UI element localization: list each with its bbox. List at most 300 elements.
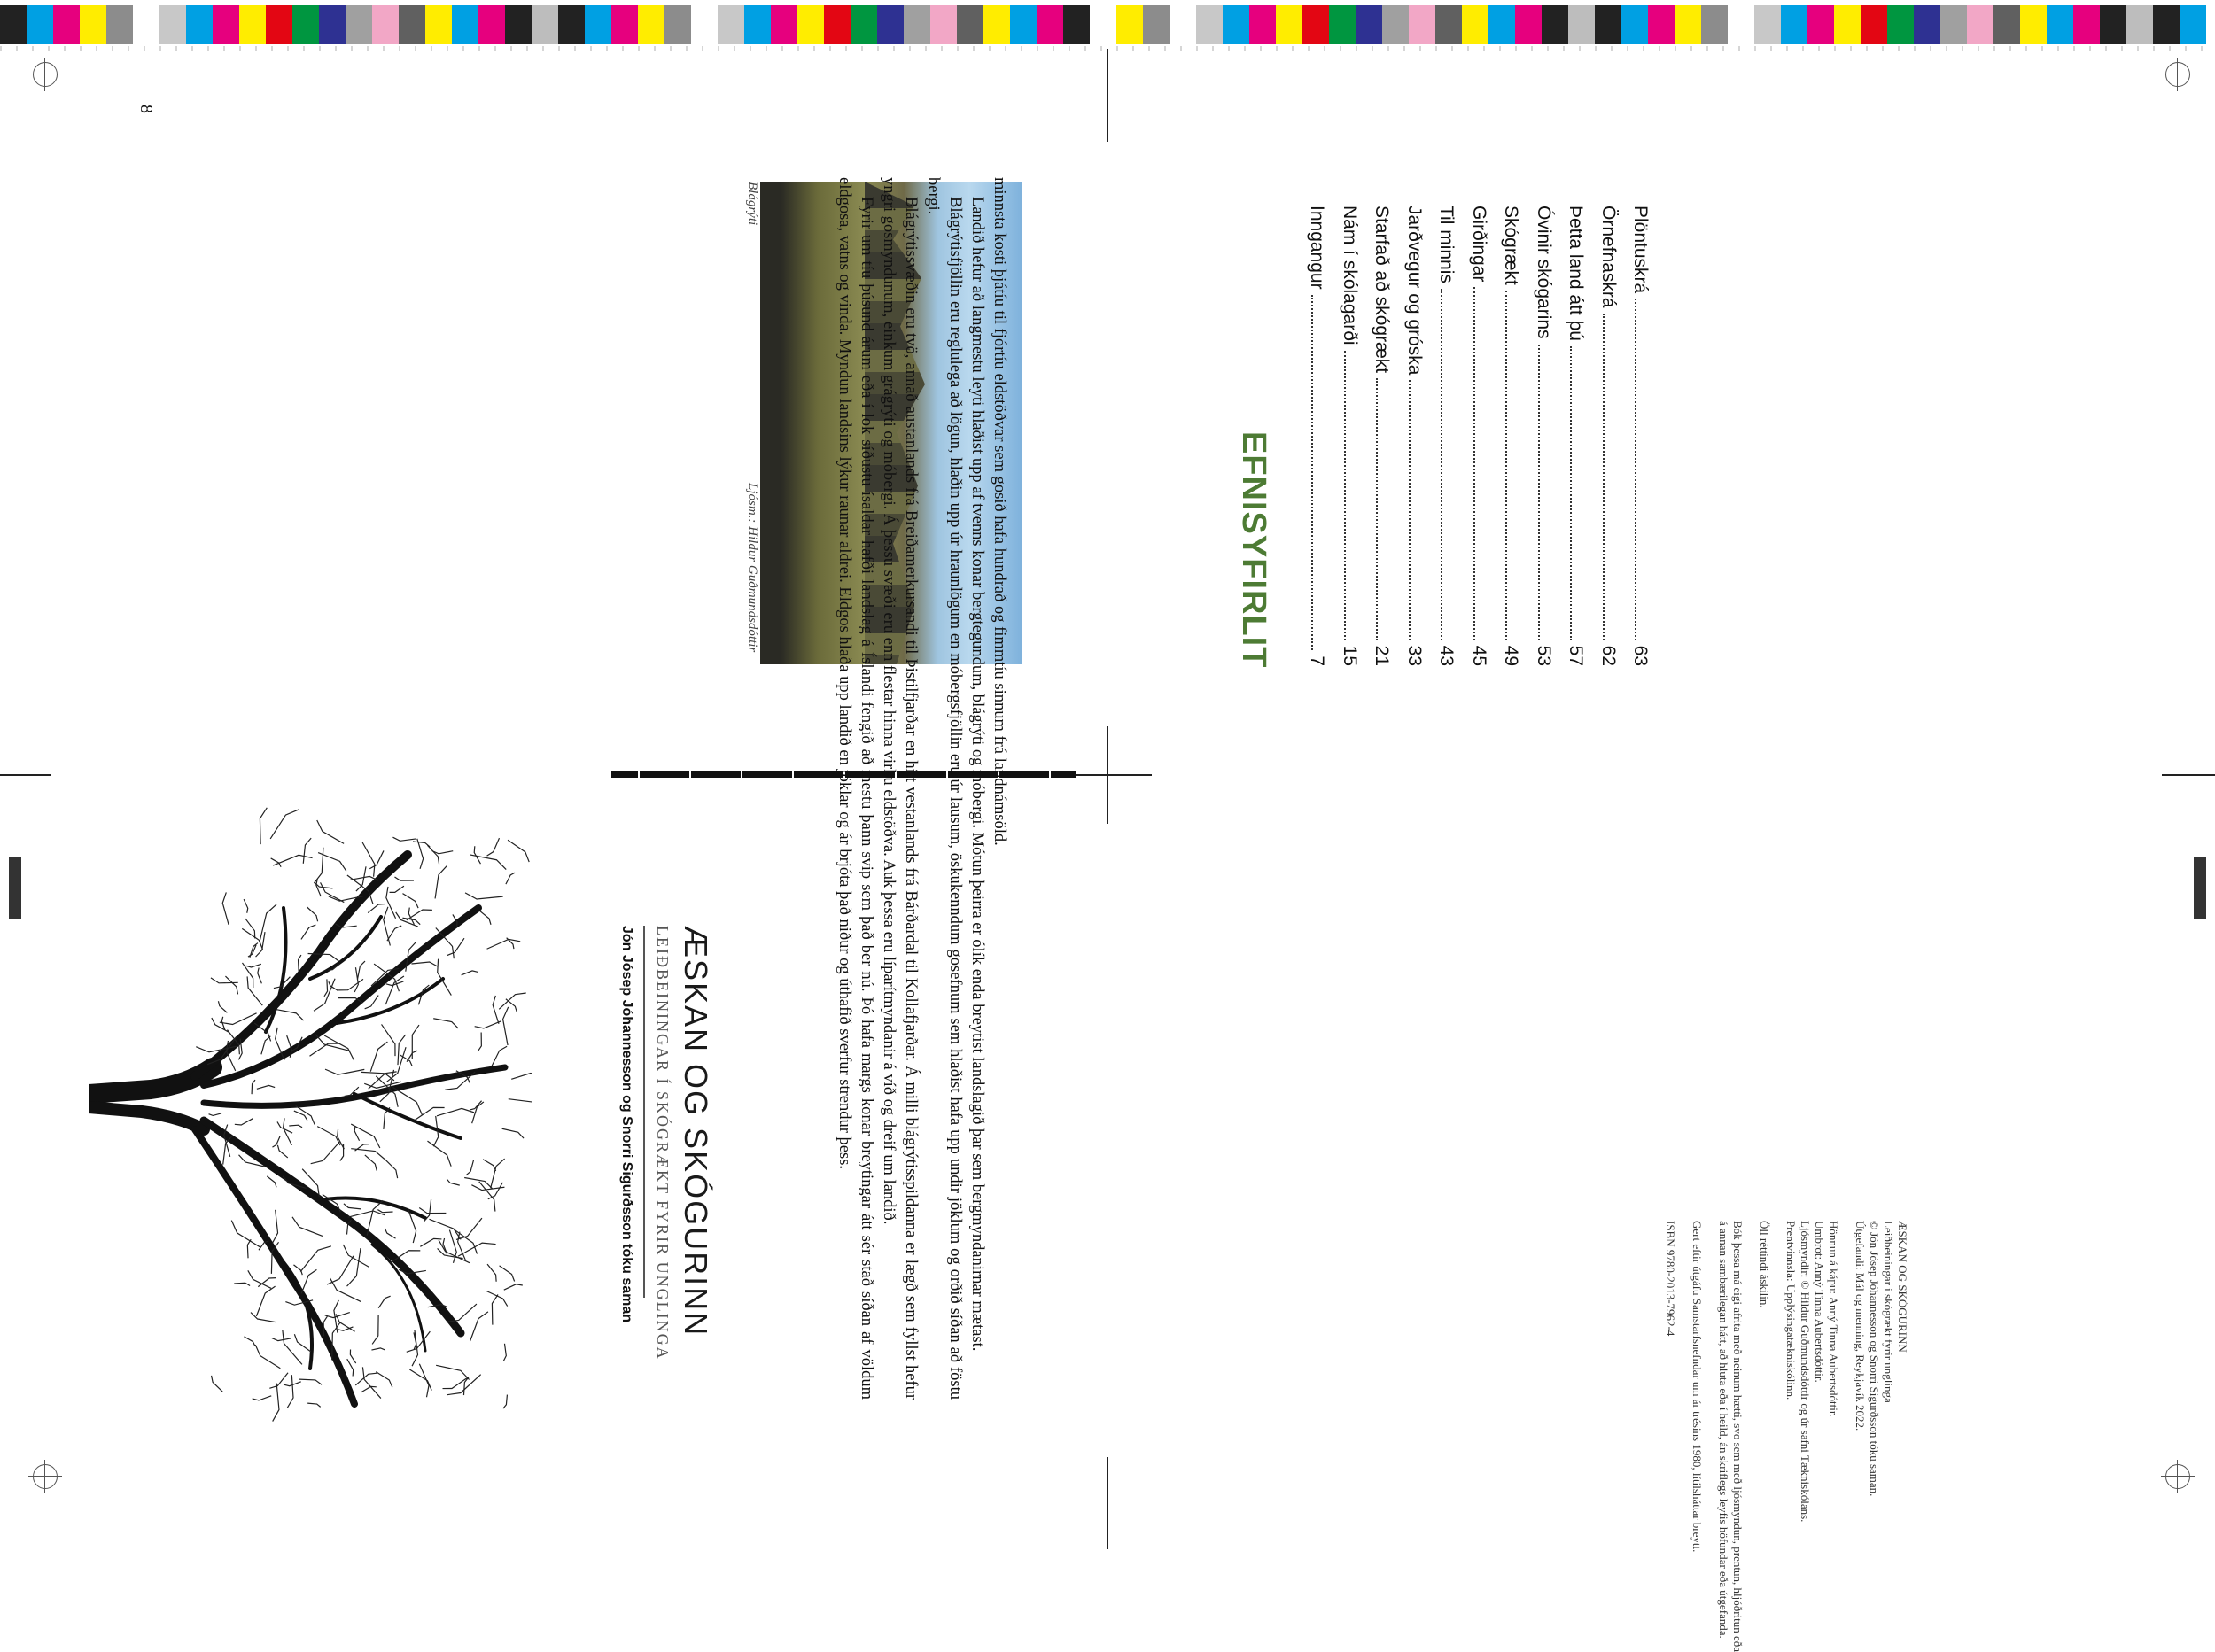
toc-item-page: 21 [1372, 645, 1392, 666]
fold-line-top [1107, 49, 1108, 142]
tree-twig [260, 904, 276, 940]
tree-twig [419, 1208, 446, 1214]
imprint-line: ÆSKAN OG SKÓGURINN [1896, 1221, 1909, 1353]
tree-twig [503, 1344, 506, 1361]
tree-twig [392, 837, 416, 841]
tree-twig [443, 1377, 468, 1388]
tree-twig [321, 882, 345, 902]
imprint-line: Ljósmyndir: © Hildur Guðmundsdóttir og úr safni Tækniskólans. [1799, 1221, 1812, 1523]
color-swatch [319, 5, 346, 44]
toc-item-label: Skógrækt [1501, 206, 1521, 285]
tree-twig [272, 1136, 280, 1147]
toc-item-label: Girðingar [1468, 206, 1489, 283]
imprint-gap [1745, 1221, 1757, 1652]
tree-twig [362, 842, 375, 877]
color-swatch [1382, 5, 1409, 44]
color-swatch [266, 5, 292, 44]
color-swatch [1302, 5, 1329, 44]
imprint-gap [1651, 1221, 1663, 1652]
tree-twig [503, 1395, 508, 1409]
color-swatch [292, 5, 319, 44]
tree-twig [251, 1313, 276, 1322]
toc-item-label: Jarðvegur og gróska [1403, 206, 1425, 376]
color-swatch [1037, 5, 1063, 44]
color-swatch [1116, 5, 1143, 44]
toc-leader-dots [1311, 295, 1327, 651]
tree-twig [256, 1286, 275, 1316]
tree-twig [245, 919, 255, 938]
color-swatch [80, 5, 106, 44]
color-swatch [797, 5, 824, 44]
body-paragraph: minnsta kosti þjátíu til fjórtíu eldstöðvar sem gosið hafa hundrað og fimmtíu sinnum frá landnámsöld. [991, 177, 1008, 846]
color-swatch [2180, 5, 2206, 44]
color-swatch [1967, 5, 1994, 44]
toc-leader-dots [1505, 291, 1521, 640]
tree-twig [301, 925, 315, 939]
tree-twig [413, 842, 430, 847]
tree-twig [488, 1183, 503, 1199]
tree-twig [242, 928, 262, 950]
color-swatch [1223, 5, 1249, 44]
toc-item-page: 43 [1436, 645, 1457, 666]
color-swatch [983, 5, 1010, 44]
tree-twig [385, 1229, 395, 1238]
color-swatch [186, 5, 213, 44]
tree-twig [316, 879, 321, 896]
tree-twig [357, 961, 365, 980]
color-swatch [2020, 5, 2047, 44]
toc-item-page: 15 [1339, 645, 1360, 666]
tree-twig [235, 1119, 253, 1125]
body-paragraph: Blágrýtissvæðin eru tvö, annað austanlands frá Breiðamerkursandi til Þistilfjarðar en hitt vestanlands frá Bárðardal til Kollafjarðar. Á milli blágrýtisspildanna er lægð sem fyllst hefur yngri gosmyndunum, einkum grágrýti og móbergi. Á þessu svæði eru enn flestar hinna virku eldstöðva. Auk þessa eru líparítmyndanir á víð og dreif um landið. [880, 177, 920, 1400]
color-swatch [1621, 5, 1648, 44]
tree-twig [367, 1200, 383, 1235]
color-swatch [213, 5, 239, 44]
color-swatch [133, 5, 159, 44]
registration-mark-bottom-left [33, 1464, 58, 1489]
imprint-gap [1840, 1221, 1853, 1652]
imprint-line: © Jón Jósep Jóhannesson og Snorri Sigurðsson tóku saman. [1868, 1221, 1881, 1497]
tree-twig [258, 1278, 276, 1287]
toc-leader-dots [1344, 351, 1360, 640]
tree-twig [247, 1239, 251, 1258]
registration-mark-bottom-right [2165, 1464, 2190, 1489]
color-swatch [1887, 5, 1914, 44]
toc-item[interactable] [1371, 206, 1392, 666]
color-swatch [1542, 5, 1568, 44]
tree-twig [386, 887, 396, 919]
tree-twig [258, 968, 262, 984]
tree-twig [438, 959, 452, 996]
color-swatch [106, 5, 133, 44]
color-swatch [824, 5, 851, 44]
tree-twig [324, 979, 328, 996]
color-swatch [2073, 5, 2100, 44]
tree-twig [433, 1019, 458, 1028]
tree-twig [311, 1142, 340, 1163]
tree-twig [347, 1359, 354, 1376]
imprint-line: á annan sambærilegan hátt, að hluta eða í heild, án skriflegs leyfis höfundar eða útgefanda. [1717, 1221, 1730, 1639]
color-swatch [1409, 5, 1435, 44]
toc-title: EFNISYFIRLIT [1235, 431, 1272, 669]
tree-twig [458, 1243, 496, 1256]
color-swatch [1728, 5, 1754, 44]
imprint-line: Öll réttindi áskilin. [1758, 1221, 1771, 1308]
tree-twig [462, 971, 478, 975]
toc-item-page: 57 [1566, 645, 1586, 666]
tree-twig [244, 899, 248, 913]
tree-twig [269, 1373, 288, 1389]
tree-twig [314, 979, 335, 1011]
tree-twig [466, 1160, 474, 1175]
color-swatch [664, 5, 691, 44]
tree-twig [260, 808, 267, 844]
color-swatch [1675, 5, 1701, 44]
toc-leader-dots [1570, 346, 1586, 640]
tree-twig [492, 1046, 507, 1066]
toc-item[interactable] [1306, 206, 1327, 666]
toc-item-page: 49 [1501, 645, 1521, 666]
tree-twig [435, 866, 447, 899]
color-swatch [2047, 5, 2073, 44]
tree-twig [475, 1021, 501, 1028]
tree-twig [267, 1176, 276, 1187]
book-authors: Jón Jósep Jóhannesson og Snorri Sigurðsson tóku saman [619, 926, 634, 1323]
tree-twig [344, 1204, 361, 1209]
tree-twig [299, 1379, 322, 1384]
color-swatch [1861, 5, 1887, 44]
tree-twig [261, 1036, 270, 1055]
toc-item-page: 7 [1307, 655, 1327, 666]
tree-twig [350, 1349, 355, 1363]
color-swatch [1143, 5, 1170, 44]
tree-twig [370, 1042, 387, 1072]
tree-twig [504, 1284, 523, 1290]
tree-twig [486, 1291, 508, 1306]
tree-twig [491, 1159, 505, 1188]
color-swatch [851, 5, 877, 44]
title-rule [643, 926, 645, 1298]
tree-twig [420, 1238, 441, 1246]
tree-twig [343, 1245, 369, 1267]
tree-twig [272, 1210, 277, 1244]
photo-caption-left: Blágrýti [745, 182, 759, 226]
imprint-line: Útgefandi: Mál og menning, Reykjavík 2022. [1854, 1221, 1867, 1431]
tree-twig [277, 1145, 287, 1158]
color-swatch [452, 5, 478, 44]
tree-twig [362, 1367, 380, 1398]
color-swatch [1488, 5, 1515, 44]
color-swatch [239, 5, 266, 44]
color-swatch [478, 5, 505, 44]
toc-item-label: Örnefnaskrá [1597, 206, 1619, 308]
color-swatch [159, 5, 186, 44]
imprint-gap [1771, 1221, 1784, 1652]
step-mark [1049, 769, 1051, 779]
tree-twig [255, 1345, 280, 1369]
toc-item-page: 62 [1597, 645, 1619, 666]
color-swatch [1754, 5, 1781, 44]
color-swatch [877, 5, 904, 44]
tree-illustration [89, 802, 532, 1422]
tree-twig [289, 1125, 302, 1128]
tree-twig [365, 1155, 377, 1171]
tree-twig [479, 911, 491, 925]
toc-item-page: 63 [1630, 645, 1651, 666]
toc-item[interactable] [1435, 206, 1457, 666]
tree-twig [234, 1283, 250, 1285]
toc-item-page: 33 [1403, 645, 1425, 666]
color-swatch [0, 5, 27, 44]
tree-twig [273, 1384, 279, 1422]
color-swatch [1834, 5, 1861, 44]
color-swatch [1276, 5, 1302, 44]
color-swatch [2126, 5, 2153, 44]
photo-caption-right: Ljósm.: Hildur Guðmundsdóttir [745, 483, 759, 653]
tree-twig [296, 1105, 315, 1124]
fold-line-middle-h [1063, 774, 1152, 776]
tree-twig [384, 907, 391, 946]
tree-twig [212, 1018, 229, 1032]
tree-twig [470, 855, 506, 870]
color-swatch [1356, 5, 1382, 44]
tree-twig [436, 1365, 469, 1379]
tree-twig [338, 979, 363, 989]
tree-twig [276, 1010, 303, 1020]
tree-twig [456, 1218, 482, 1239]
tree-twig [447, 938, 464, 955]
tree-twig [464, 1177, 492, 1188]
toc-item[interactable] [1403, 206, 1425, 666]
color-swatch [744, 5, 771, 44]
tree-twig [211, 978, 238, 983]
color-swatch [585, 5, 611, 44]
color-swatch [638, 5, 664, 44]
tree-twig [287, 1375, 293, 1408]
tree-twig [330, 1278, 361, 1302]
toc-leader-dots [1376, 378, 1392, 640]
toc-leader-dots [1538, 345, 1554, 640]
tree-twig [417, 839, 424, 869]
imprint-gap [1677, 1221, 1690, 1652]
tree-twig [437, 1108, 474, 1115]
color-swatch [1063, 5, 1090, 44]
tree-twig [447, 1179, 459, 1185]
tree-twig [502, 1128, 524, 1138]
tree-twig [387, 926, 401, 941]
tree-twig [394, 877, 413, 880]
toc-item[interactable] [1468, 206, 1489, 666]
color-swatch [1914, 5, 1940, 44]
tree-twig [283, 1330, 302, 1364]
registration-mark-top-left [33, 62, 58, 87]
tree-twig [218, 1001, 227, 1012]
tree-twig [348, 1211, 385, 1217]
tree-twig [449, 1230, 456, 1263]
color-swatch [1701, 5, 1728, 44]
color-swatch [1249, 5, 1276, 44]
tree-twig [325, 1069, 364, 1074]
tree-twig [340, 1144, 344, 1161]
tree-twig [511, 1074, 532, 1080]
tree-twig [317, 820, 344, 843]
tree-twig [372, 1315, 378, 1344]
tree-twig [427, 845, 439, 864]
body-paragraph: Fyrir um tíu þúsund árum eða í lok síðustu ísaldar hafði landslag á Íslandi fengið að mestu þann svip sem það ber nú. Þó hafa margs konar breytingar átt sér stað síðan af völdum eldgosa, vatns og vinda. Myndun landsins lýkur raunar aldrei. Eldgos hlaða upp landið en jöklar og ár brjóta það niður og úthafið sverfur strendur þess. [835, 177, 875, 1400]
color-swatch [346, 5, 372, 44]
color-swatch [1568, 5, 1595, 44]
toc-item[interactable] [1533, 206, 1554, 666]
toc-leader-dots [1409, 380, 1425, 640]
color-swatch [771, 5, 797, 44]
color-swatch [399, 5, 425, 44]
toc-item[interactable] [1565, 206, 1586, 666]
toc-item-label: Til minnis [1436, 206, 1457, 283]
tree-twig [301, 1269, 316, 1293]
tree-twig [506, 999, 517, 1012]
body-paragraph: Blágrýtisfjöllin eru reglulega að lögun, hlaðin upp úr hraunlögum en móbergsfjöllin eru úr lausum, öskukenndum gosefnum sem hlaðist hafa upp undir jöklum og orðið síðan að föstu bergi. [924, 177, 964, 1400]
tree-twig [307, 907, 318, 921]
tree-twig [354, 967, 358, 992]
toc-item[interactable] [1597, 206, 1619, 666]
tree-twig [368, 904, 385, 912]
color-swatch [558, 5, 585, 44]
tree-twig [471, 1185, 504, 1191]
toc-item-label: Inngangur [1307, 206, 1327, 290]
tree-twig [355, 1373, 377, 1385]
tree-twig [300, 1246, 331, 1272]
tree-twig [465, 893, 503, 899]
color-swatch [532, 5, 558, 44]
tree-twig [483, 1160, 496, 1171]
tree-twig [371, 1348, 385, 1350]
tree-twig [294, 1334, 310, 1352]
side-mark-left [9, 857, 21, 919]
color-swatch [372, 5, 399, 44]
toc-item-page: 53 [1533, 645, 1554, 666]
color-swatch [611, 5, 638, 44]
color-swatch [957, 5, 983, 44]
color-swatch [1781, 5, 1807, 44]
toc-item[interactable] [1629, 206, 1651, 666]
tree-twig [500, 1266, 515, 1282]
color-swatch [1994, 5, 2020, 44]
imprint-line: ISBN 9780-2013-7962-4 [1664, 1221, 1677, 1337]
tree-twig [474, 846, 480, 864]
imprint [1651, 1221, 1909, 1652]
tree-twig [336, 1314, 355, 1331]
tree-twig [427, 1141, 451, 1167]
tree-twig [385, 1159, 398, 1178]
color-swatch [1329, 5, 1356, 44]
color-swatch [505, 5, 532, 44]
color-calibration-bar-right [1116, 5, 2215, 46]
color-swatch [1170, 5, 1196, 44]
tree-twig [307, 1403, 321, 1407]
color-swatch [1595, 5, 1621, 44]
tree-twig [272, 1338, 291, 1341]
tree-twig [257, 1085, 275, 1089]
imprint-line: Gert eftir útgáfu Samstarfsnefndar um ár trésins 1980, lítilsháttar breytt. [1690, 1221, 1704, 1553]
tree-twig [209, 1113, 222, 1116]
color-swatch [1196, 5, 1223, 44]
toc-item-label: Starfað að skógrækt [1372, 206, 1392, 374]
imprint-line: Prentvinnsla: Upplýsingatækniskólinn. [1784, 1221, 1798, 1400]
tree-twig [478, 1032, 481, 1051]
toc-leader-dots [1635, 299, 1651, 640]
color-swatch [1807, 5, 1834, 44]
tree-twig [222, 892, 229, 924]
tree-twig [499, 993, 525, 1009]
tree-twig [492, 1295, 498, 1325]
body-text [514, 177, 1010, 1400]
tree-twig [244, 1337, 254, 1346]
toc-item-page: 45 [1468, 645, 1489, 666]
toc-item[interactable] [1339, 206, 1360, 666]
tree-twig [303, 838, 311, 864]
toc-leader-dots [1603, 314, 1619, 640]
imprint-line: Hönnun á kápu: Anný Tinna Aubertsdóttir. [1827, 1221, 1840, 1417]
tree-twig [487, 939, 521, 949]
fold-line-bottom [1107, 1457, 1108, 1549]
tree-twig [487, 1264, 496, 1282]
color-swatch [1435, 5, 1462, 44]
color-swatch [1940, 5, 1967, 44]
tree-twig [225, 976, 237, 994]
tree-twig [246, 964, 261, 967]
tree-twig [252, 1080, 255, 1094]
tree-twig [429, 1219, 461, 1239]
tree-twig [407, 1331, 431, 1352]
color-swatch [53, 5, 80, 44]
tree-twig [508, 840, 529, 862]
toc-item[interactable] [1500, 206, 1521, 666]
tree-twig [493, 996, 499, 1024]
tree-twig [378, 1296, 390, 1308]
tree-twig [270, 810, 299, 839]
color-swatch [718, 5, 744, 44]
imprint-line: Leiðbeiningar í skógrækt fyrir unglinga [1882, 1221, 1895, 1403]
tree-twig [509, 1099, 532, 1111]
color-swatch [930, 5, 957, 44]
toc-item-label: Nám í skólagarði [1339, 206, 1360, 345]
toc-item-label: Þetta land átt þú [1566, 206, 1586, 341]
book-subtitle: LEIÐBEININGAR Í SKÓGRÆKT FYRIR UNGLINGA [654, 926, 672, 1361]
toc-leader-dots [1441, 289, 1457, 640]
color-swatch [904, 5, 930, 44]
tree-twig [293, 1265, 302, 1275]
toc-item-label: Óvinir skógarins [1533, 206, 1554, 339]
tree-twig [443, 1238, 447, 1254]
tree-twig [390, 886, 404, 892]
registration-mark-top-right [2165, 62, 2190, 87]
tree-twig [411, 962, 437, 966]
tree-twig [212, 1376, 223, 1392]
tree-twig [253, 1396, 272, 1400]
tree-twig [309, 1043, 338, 1056]
tree-twig [503, 1007, 509, 1045]
tree-twig [402, 894, 418, 908]
color-swatch [2153, 5, 2180, 44]
crop-mark-left [0, 774, 51, 776]
book-title: ÆSKAN OG SKÓGURINN [678, 926, 714, 1338]
color-swatch [1515, 5, 1542, 44]
tree-twig [407, 910, 432, 920]
color-calibration-bar-left [0, 5, 1108, 46]
color-swatch [1010, 5, 1037, 44]
tree-twig [377, 1210, 392, 1213]
page-number: 8 [136, 105, 156, 113]
